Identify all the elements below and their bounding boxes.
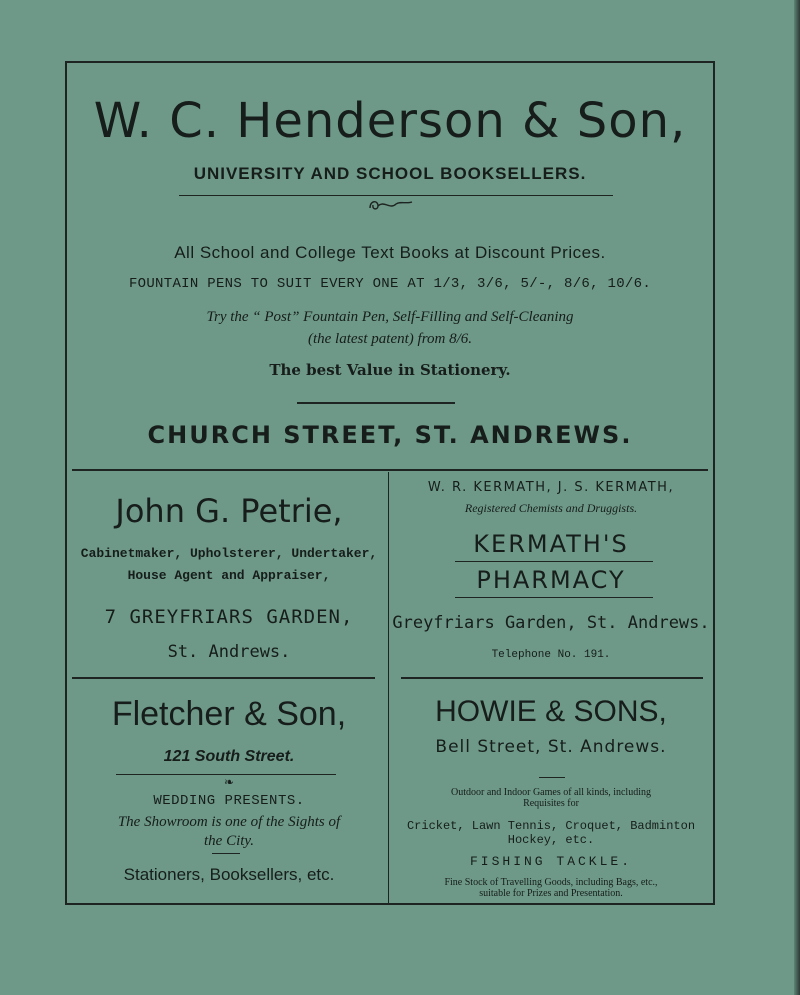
kermath-address: Greyfriars Garden, St. Andrews.: [392, 613, 710, 633]
howie-short-rule: [539, 777, 565, 778]
kermath-names: W. R. KERMATH, J. S. KERMATH,: [427, 480, 675, 495]
howie-advert: [391, 681, 711, 905]
fletcher-wedding: WEDDING PRESENTS.: [153, 793, 305, 809]
kermath-rule-1: [455, 561, 653, 562]
petrie-advert: [72, 472, 386, 680]
petrie-name: John G. Petrie,: [115, 492, 343, 530]
fletcher-showroom: [72, 813, 386, 851]
section-rule: [72, 469, 708, 471]
advert-frame: [65, 61, 715, 905]
games-line-a: Outdoor and Indoor Games of all kinds, including: [451, 787, 651, 798]
kermath-rule-2: [455, 597, 653, 598]
travel-line-b: suitable for Prizes and Presentation.: [479, 888, 623, 899]
column-divider: [388, 472, 389, 905]
fletcher-advert: [72, 681, 386, 905]
henderson-address: CHURCH STREET, ST. ANDREWS.: [147, 421, 633, 449]
sports-line-b: Hockey, etc.: [507, 833, 595, 847]
henderson-line-post-pen: [67, 306, 713, 350]
fleuron-icon: ❧: [223, 775, 235, 789]
showroom-line-b: the City.: [204, 833, 254, 849]
petrie-address: 7 GREYFRIARS GARDEN,: [104, 606, 354, 628]
kermath-telephone: Telephone No. 191.: [491, 649, 611, 661]
howie-name: HOWIE & SONS,: [435, 695, 667, 728]
kermath-description: Registered Chemists and Druggists.: [464, 501, 638, 515]
page-edge: [794, 0, 800, 995]
fletcher-name: Fletcher & Son,: [111, 695, 347, 733]
kermath-title-2: PHARMACY: [476, 566, 626, 594]
petrie-town: St. Andrews.: [167, 642, 291, 662]
henderson-line-pens: FOUNTAIN PENS TO SUIT EVERY ONE AT 1/3, 3/6, 5/-, 8/6, 10/6.: [128, 276, 652, 292]
fletcher-short-rule: [212, 853, 240, 854]
sports-line-a: Cricket, Lawn Tennis, Croquet, Badminton: [406, 819, 696, 833]
howie-sports: [391, 819, 711, 847]
post-pen-line-a: Try the “ Post” Fountain Pen, Self-Filling and Self-Cleaning: [206, 309, 574, 325]
howie-fishing: FISHING TACKLE.: [469, 854, 633, 869]
henderson-line-value: The best Value in Stationery.: [269, 361, 511, 379]
fletcher-address: 121 South Street.: [163, 748, 295, 765]
travel-line-a: Fine Stock of Travelling Goods, including Bags, etc.,: [444, 877, 658, 888]
left-section-rule: [72, 677, 375, 679]
kermath-title-1: KERMATH'S: [473, 530, 629, 558]
henderson-subtitle: UNIVERSITY AND SCHOOL BOOKSELLERS.: [193, 164, 587, 183]
right-section-rule: [401, 677, 703, 679]
showroom-line-a: The Showroom is one of the Sights of: [117, 814, 341, 830]
howie-travel: [391, 877, 711, 899]
short-rule: [297, 402, 455, 404]
post-pen-line-b: (the latest patent) from 8/6.: [307, 331, 472, 347]
petrie-trade-2: House Agent and Appraiser,: [127, 568, 331, 583]
kermath-advert: [391, 472, 711, 680]
fletcher-stationers: Stationers, Booksellers, etc.: [123, 865, 335, 884]
howie-address: Bell Street, St. Andrews.: [435, 737, 667, 757]
howie-games: [391, 787, 711, 809]
header-rule: [179, 195, 613, 196]
henderson-line-textbooks: All School and College Text Books at Discount Prices.: [174, 243, 606, 262]
ornament-icon: [67, 197, 713, 216]
henderson-title: W. C. Henderson & Son,: [93, 93, 687, 149]
games-line-b: Requisites for: [523, 798, 579, 809]
petrie-trade-1: Cabinetmaker, Upholsterer, Undertaker,: [80, 546, 378, 561]
